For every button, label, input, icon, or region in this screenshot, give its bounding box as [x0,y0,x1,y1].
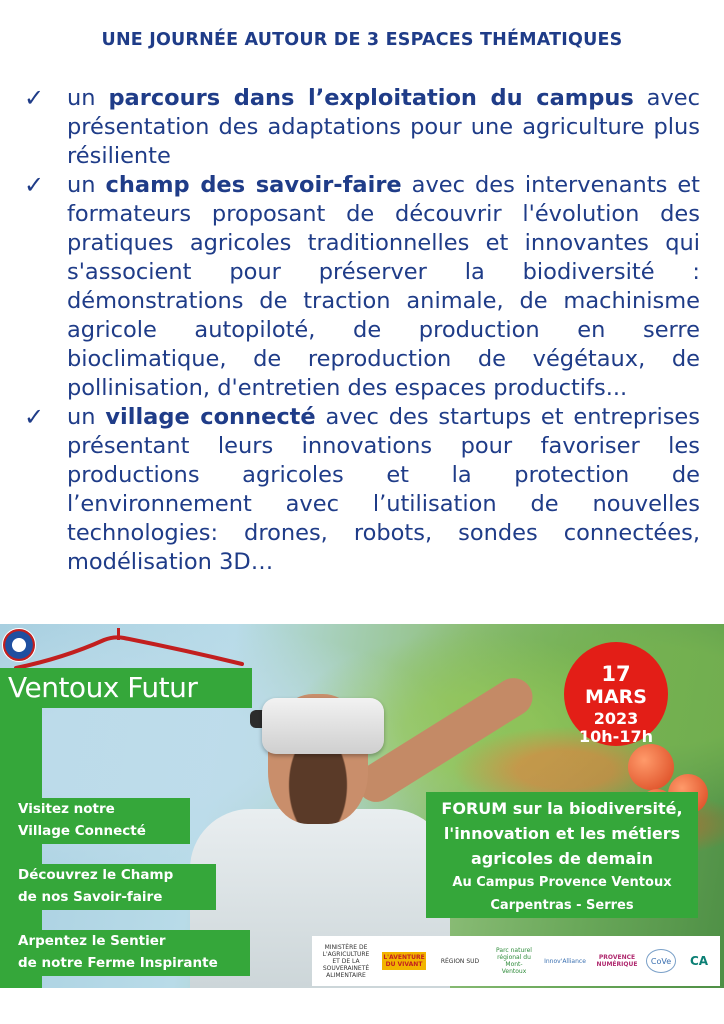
item-prefix: un [67,172,106,198]
pill-line: Visitez notre [18,801,115,817]
date-day: 17 [601,662,631,686]
list-item [24,171,700,403]
date-hours: 10h-17h [579,727,653,746]
feature-pill [0,864,216,910]
pill-line: de nos Savoir-faire [18,889,163,905]
partner-name: Parc naturel régional du Mont-Ventoux [496,947,532,975]
forum-line: l'innovation et les métiers [443,824,681,843]
tomato-illustration [628,744,674,790]
list-item [24,84,700,171]
item-description: avec des startups et entreprises présentant leurs innovations pour favoriser les productions agricoles et la protection de l’environnement avec l’utilisation de nouvelles technologies: drones, robots, sondes connectées, modélisation 3D… [67,404,700,575]
checkmark-icon: ✓ [24,171,45,199]
vr-headset-icon [262,698,384,754]
event-poster [0,624,724,988]
cove-logo-icon [646,949,676,973]
partner-name: RÉGION SUD [440,957,480,965]
partner-name: CA [689,953,709,968]
list-item-text [67,403,700,577]
partner-name: Innov'Alliance [544,957,586,965]
date-month: MARS [585,686,647,708]
partner-name: CoVe [650,956,672,966]
mountain-logo-icon [14,628,244,672]
item-description: avec présentation des adaptations pour une agriculture plus résiliente [67,85,701,169]
partner-logos-strip [312,936,720,986]
forum-line: agricoles de demain [470,849,654,868]
checkmark-icon: ✓ [24,84,45,112]
forum-location: Au Campus Provence Ventoux [452,875,672,890]
credit-agricole-logo-icon [684,953,714,968]
innov-alliance-logo-icon [542,958,588,965]
provence-numerique-logo-icon [596,954,638,968]
item-highlight: village connecté [105,404,316,430]
date-year: 2023 [593,709,639,728]
partner-name: PROVENCE NUMÉRIQUE [596,954,638,968]
item-highlight: champ des savoir-faire [105,172,402,198]
event-date-badge [564,642,668,746]
partner-name: MINISTÈRE DE L'AGRICULTURE ET DE LA SOUVERAINETÉ ALIMENTAIRE [322,943,370,979]
pill-line: Village Connecté [18,823,146,839]
page-title: UNE JOURNÉE AUTOUR DE 3 ESPACES THÉMATIQUES [101,30,623,50]
forum-description-box [426,792,698,918]
item-description: avec des intervenants et formateurs proposant de découvrir l'évolution des pratiques agricoles traditionnelles et innovantes qui s'associent pour préserver la biodiversité : démonstrations de traction animale, de machinisme agricole autopiloté, de production en serre bioclimatique, de reproduction de végétaux, de pollinisation, d'entretien des espaces productifs... [67,172,700,401]
pill-line: Découvrez le Champ [18,867,174,883]
pill-line: de notre Ferme Inspirante [18,955,218,971]
partner-name: L'AVENTURE DU VIVANT [383,954,425,968]
checkmark-icon: ✓ [24,403,45,431]
region-sud-logo-icon [434,958,486,965]
item-highlight: parcours dans l’exploitation du campus [108,85,634,111]
ministry-logo-icon [318,944,374,979]
parc-ventoux-logo-icon [494,947,534,975]
list-item-text [67,171,700,403]
thematic-list [24,84,700,577]
list-item [24,403,700,577]
pill-line: Arpentez le Sentier [18,933,166,949]
list-item-text [67,84,700,171]
forum-line: FORUM sur la biodiversité, [441,799,683,818]
item-prefix: un [67,404,106,430]
feature-pill [0,930,250,976]
forum-location: Carpentras - Serres [490,898,634,913]
feature-pill [0,798,190,844]
aventure-du-vivant-logo-icon [382,952,426,970]
brand-name: Ventoux Futur [8,671,198,704]
item-prefix: un [67,85,109,111]
